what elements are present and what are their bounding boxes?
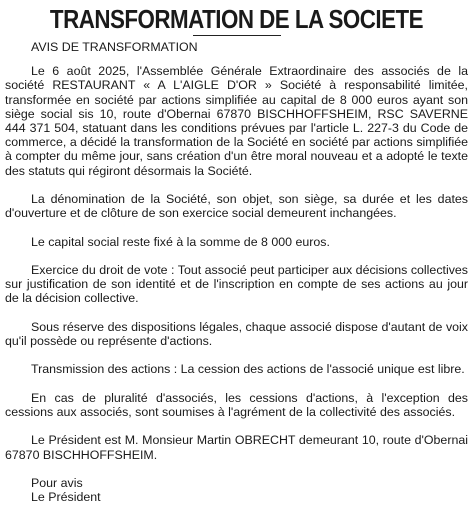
paragraph-share-transfer: Transmission des actions : La cession des actions de l'associé unique est libre. bbox=[31, 362, 465, 377]
paragraph-denomination: La dénomination de la Société, son objet, son siège, sa durée et les dates d'ouverture et de clôture de son exercice social demeurent inchangées. bbox=[5, 192, 468, 221]
signatory-line: Le Président bbox=[31, 490, 101, 505]
notice-body bbox=[5, 40, 468, 504]
notice-title: TRANSFORMATION DE LA SOCIETE bbox=[49, 4, 424, 34]
closing-line: Pour avis bbox=[31, 475, 83, 490]
paragraph-approval: En cas de pluralité d'associés, les cessions d'actions, à l'exception des cessions aux associés, sont soumises à l'agrément de la collectivité des associés. bbox=[5, 390, 468, 419]
paragraph-voting-rights: Exercice du droit de vote : Tout associé peut participer aux décisions collectives sur justification de son identité et de l'inscription en compte de ses actions au jour de la décision collective. bbox=[5, 263, 468, 306]
paragraph-votes: Sous réserve des dispositions légales, chaque associé dispose d'autant de voix qu'il possède ou représente d'actions. bbox=[5, 319, 468, 348]
title-underline bbox=[193, 35, 281, 36]
paragraph-capital: Le capital social reste fixé à la somme de 8 000 euros. bbox=[31, 234, 330, 249]
paragraph-transformation: Le 6 août 2025, l'Assemblée Générale Extraordinaire des associés de la société RESTAURANT « A L'AIGLE D'OR » Société à responsabilité limitée, transformée en société par actions simplifiée au capital de 8 000 euros ayant son siège social sis 10, route d'Obernai 67870 BISCHHOFFSHEIM, RSC SAVERNE 444 371 504, statuant dans les conditions prévues par l'article L. 227-3 du Code de commerce, a décidé la transformation de la Société en société par actions simplifiée à compter du même jour, sans création d'un être moral nouveau et a adopté le texte des statuts qui régiront désormais la Société. bbox=[5, 64, 468, 178]
paragraph-president: Le Président est M. Monsieur Martin OBRECHT demeurant 10, route d'Obernai 67870 BISCHHOFFSHEIM. bbox=[5, 433, 468, 462]
notice-heading: AVIS DE TRANSFORMATION bbox=[31, 40, 198, 54]
